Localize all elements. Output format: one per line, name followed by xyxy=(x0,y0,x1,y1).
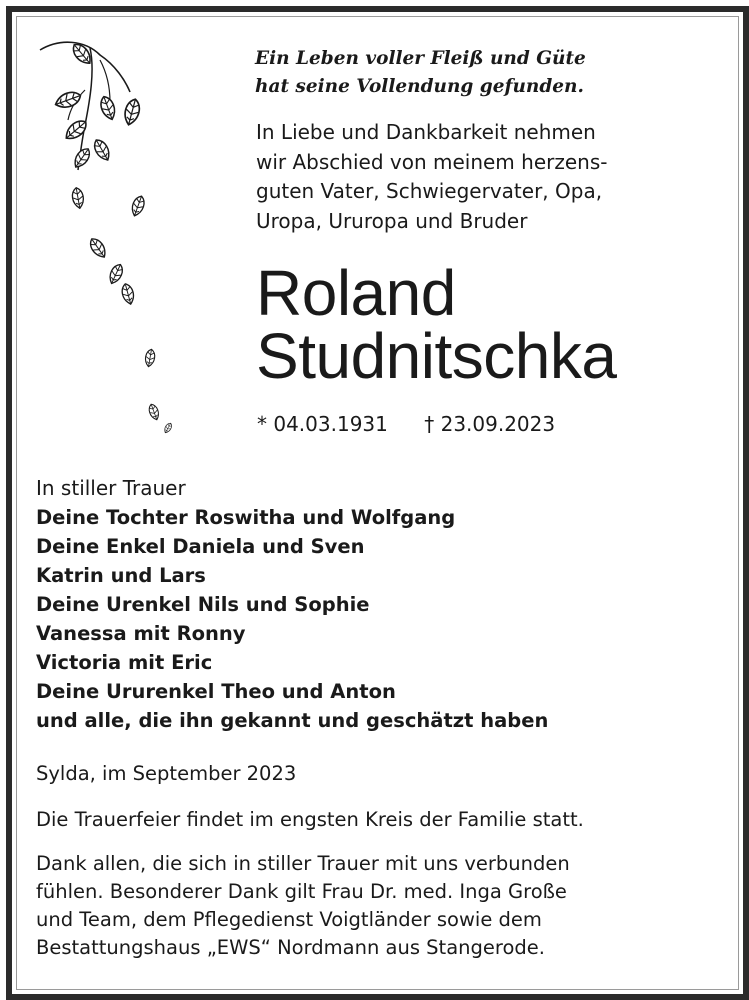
life-dates xyxy=(257,410,707,438)
mourner-line: Deine Tochter Roswitha und Wolfgang xyxy=(36,506,456,529)
mourners-list xyxy=(36,474,726,735)
thanks-note xyxy=(36,850,726,962)
intro-line: In Liebe und Dankbarkeit nehmen xyxy=(256,120,596,144)
mourner-line: Katrin und Lars xyxy=(36,564,206,587)
thanks-line: Dank allen, die sich in stiller Trauer mit uns verbunden xyxy=(36,852,570,875)
intro-line: wir Abschied von meinem herzens- xyxy=(256,149,608,174)
deceased-name xyxy=(256,257,726,392)
mourner-line: und alle, die ihn gekannt und geschätzt haben xyxy=(36,709,549,732)
mourner-line: Victoria mit Eric xyxy=(36,651,213,674)
intro-line: Uropa, Ururopa und Bruder xyxy=(256,208,528,233)
first-name: Roland xyxy=(256,257,456,329)
mourner-line: Deine Urenkel Nils und Sophie xyxy=(36,593,370,616)
intro-text xyxy=(256,118,706,236)
falling-leaves-icon xyxy=(30,30,190,450)
mourner-line: Vanessa mit Ronny xyxy=(36,622,246,645)
place-date xyxy=(36,760,726,788)
place-date-text: Sylda, im September 2023 xyxy=(36,762,297,785)
mourner-line: Deine Enkel Daniela und Sven xyxy=(36,535,365,558)
funeral-note xyxy=(36,806,726,834)
mourners-heading: In stiller Trauer xyxy=(36,476,186,500)
thanks-line: und Team, dem Pflegedienst Voigtländer sowie dem xyxy=(36,908,542,931)
mourner-line: Deine Ururenkel Theo und Anton xyxy=(36,680,396,703)
birth-date: * 04.03.1931 xyxy=(257,412,388,436)
funeral-note-text: Die Trauerfeier findet im engsten Kreis der Familie statt. xyxy=(36,808,584,831)
thanks-line: fühlen. Besonderer Dank gilt Frau Dr. med. Inga Große xyxy=(36,880,567,903)
death-date: † 23.09.2023 xyxy=(424,412,556,436)
quote xyxy=(255,45,695,101)
last-name: Studnitschka xyxy=(256,320,617,392)
intro-line: guten Vater, Schwiegervater, Opa, xyxy=(256,179,603,203)
thanks-line: Bestattungshaus „EWS“ Nordmann aus Stangerode. xyxy=(36,936,545,959)
quote-line: Ein Leben voller Fleiß und Güte xyxy=(255,48,586,69)
quote-line: hat seine Vollendung gefunden. xyxy=(255,76,584,97)
